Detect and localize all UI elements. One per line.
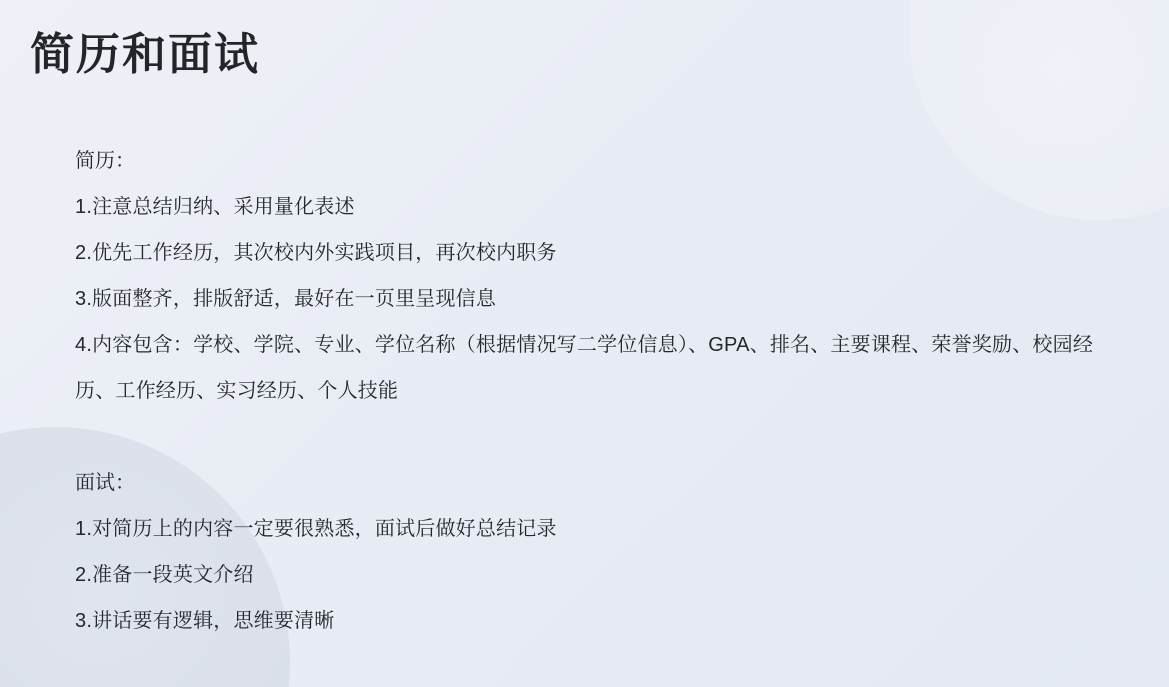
page-title: 简历和面试: [30, 29, 260, 80]
list-item: 2.准备一段英文介绍: [75, 564, 254, 586]
section-heading-interview: 面试：: [75, 472, 135, 494]
list-item: 1.对简历上的内容一定要很熟悉，面试后做好总结记录: [75, 518, 557, 540]
section-resume: [75, 138, 1120, 414]
list-item: 1.注意总结归纳、采用量化表述: [75, 196, 355, 218]
slide-body: [75, 138, 1120, 644]
list-item: 3.讲话要有逻辑，思维要清晰: [75, 610, 335, 632]
section-interview: [75, 460, 1120, 644]
section-heading-resume: 简历：: [75, 150, 135, 172]
section-spacer: [75, 414, 1120, 460]
list-item: 4.内容包含：学校、学院、专业、学位名称（根据情况写二学位信息）、GPA、排名、主要课程、荣誉奖励、校园经历、工作经历、实习经历、个人技能: [75, 334, 1094, 402]
list-item: 3.版面整齐，排版舒适，最好在一页里呈现信息: [75, 288, 497, 310]
list-item: 2.优先工作经历，其次校内外实践项目，再次校内职务: [75, 242, 557, 264]
